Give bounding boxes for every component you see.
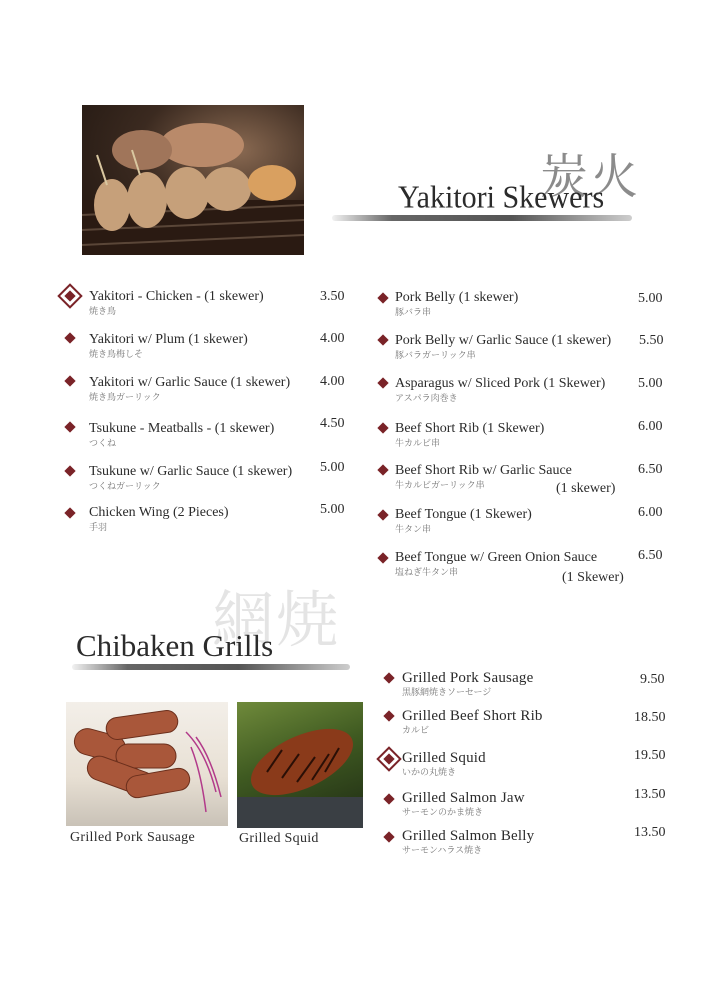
bullet-diamond-icon <box>64 332 75 343</box>
bullet-diamond-icon <box>383 672 394 683</box>
bullet-diamond-icon <box>383 793 394 804</box>
item-price: 5.00 <box>638 376 663 391</box>
menu-item: Yakitori w/ Garlic Sauce (1 skewer) 焼き鳥ガーリック <box>89 375 291 403</box>
section-title-chibaken: Chibaken Grills <box>76 628 274 663</box>
brush-underline <box>332 215 632 221</box>
item-price: 6.50 <box>638 548 663 563</box>
item-price: 6.00 <box>638 419 663 434</box>
bullet-diamond-icon <box>377 509 388 520</box>
bullet-diamond-icon <box>64 465 75 476</box>
item-price: 5.00 <box>320 460 345 475</box>
menu-item: Pork Belly w/ Garlic Sauce (1 skewer) 豚バラガーリック串 <box>395 333 612 361</box>
item-price: 18.50 <box>634 710 666 725</box>
yakitori-photo <box>82 105 304 255</box>
menu-item: Grilled Salmon Jaw サーモンのかま焼き <box>402 790 525 818</box>
bullet-diamond-icon <box>377 377 388 388</box>
item-price: 5.00 <box>638 291 663 306</box>
item-price: 4.00 <box>320 331 345 346</box>
photo-caption-sausage: Grilled Pork Sausage <box>70 830 195 845</box>
bullet-diamond-icon <box>64 507 75 518</box>
item-price: 13.50 <box>634 825 666 840</box>
bullet-diamond-icon <box>377 422 388 433</box>
item-price: 13.50 <box>634 787 666 802</box>
featured-diamond-icon <box>376 746 401 771</box>
grilled-squid-photo <box>237 702 363 828</box>
bullet-diamond-icon <box>377 292 388 303</box>
menu-item: Grilled Salmon Belly サーモンハラス焼き <box>402 828 535 856</box>
menu-item: Tsukune - Meatballs - (1 skewer) つくね <box>89 421 275 449</box>
item-price: 19.50 <box>634 748 666 763</box>
bullet-diamond-icon <box>377 552 388 563</box>
item-price: 4.00 <box>320 374 345 389</box>
menu-item: Beef Short Rib w/ Garlic Sauce 牛カルビガーリック串 <box>395 463 572 491</box>
menu-item: Yakitori w/ Plum (1 skewer) 焼き鳥梅しそ <box>89 332 248 360</box>
menu-item: Beef Tongue (1 Skewer) 牛タン串 <box>395 507 532 535</box>
item-price: 5.50 <box>639 333 664 348</box>
section-title-yakitori: Yakitori Skewers <box>398 180 605 215</box>
item-name-continued: (1 skewer) <box>556 481 616 496</box>
item-price: 5.00 <box>320 502 345 517</box>
menu-item: Pork Belly (1 skewer) 豚バラ串 <box>395 290 519 318</box>
item-price: 9.50 <box>640 672 665 687</box>
item-price: 6.50 <box>638 462 663 477</box>
sumibi-kanji: 炭火 <box>540 149 641 205</box>
item-price: 3.50 <box>320 289 345 304</box>
item-price: 6.00 <box>638 505 663 520</box>
featured-diamond-icon <box>57 283 82 308</box>
menu-item: Chicken Wing (2 Pieces) 手羽 <box>89 505 229 533</box>
bullet-diamond-icon <box>383 831 394 842</box>
pork-sausage-photo <box>66 702 228 826</box>
bullet-diamond-icon <box>377 334 388 345</box>
menu-item: Asparagus w/ Sliced Pork (1 Skewer) アスパラ肉巻き <box>395 376 606 404</box>
menu-item: Grilled Pork Sausage 黒豚網焼きソーセージ <box>402 670 534 698</box>
bullet-diamond-icon <box>64 421 75 432</box>
item-name-continued: (1 Skewer) <box>562 570 624 585</box>
item-price: 4.50 <box>320 416 345 431</box>
menu-item: Yakitori - Chicken - (1 skewer) 焼き鳥 <box>89 289 264 317</box>
photo-caption-squid: Grilled Squid <box>239 831 319 846</box>
menu-item: Beef Short Rib (1 Skewer) 牛カルビ串 <box>395 421 545 449</box>
amiyaki-kanji: 網焼 <box>212 583 341 656</box>
menu-item: Tsukune w/ Garlic Sauce (1 skewer) つくねガーリック <box>89 464 293 492</box>
menu-item: Grilled Beef Short Rib カルビ <box>402 708 543 736</box>
menu-item: Grilled Squid いかの丸焼き <box>402 750 486 778</box>
menu-item: Beef Tongue w/ Green Onion Sauce 塩ねぎ牛タン串 <box>395 550 598 578</box>
bullet-diamond-icon <box>383 710 394 721</box>
bullet-diamond-icon <box>64 375 75 386</box>
brush-underline <box>72 664 350 670</box>
bullet-diamond-icon <box>377 464 388 475</box>
